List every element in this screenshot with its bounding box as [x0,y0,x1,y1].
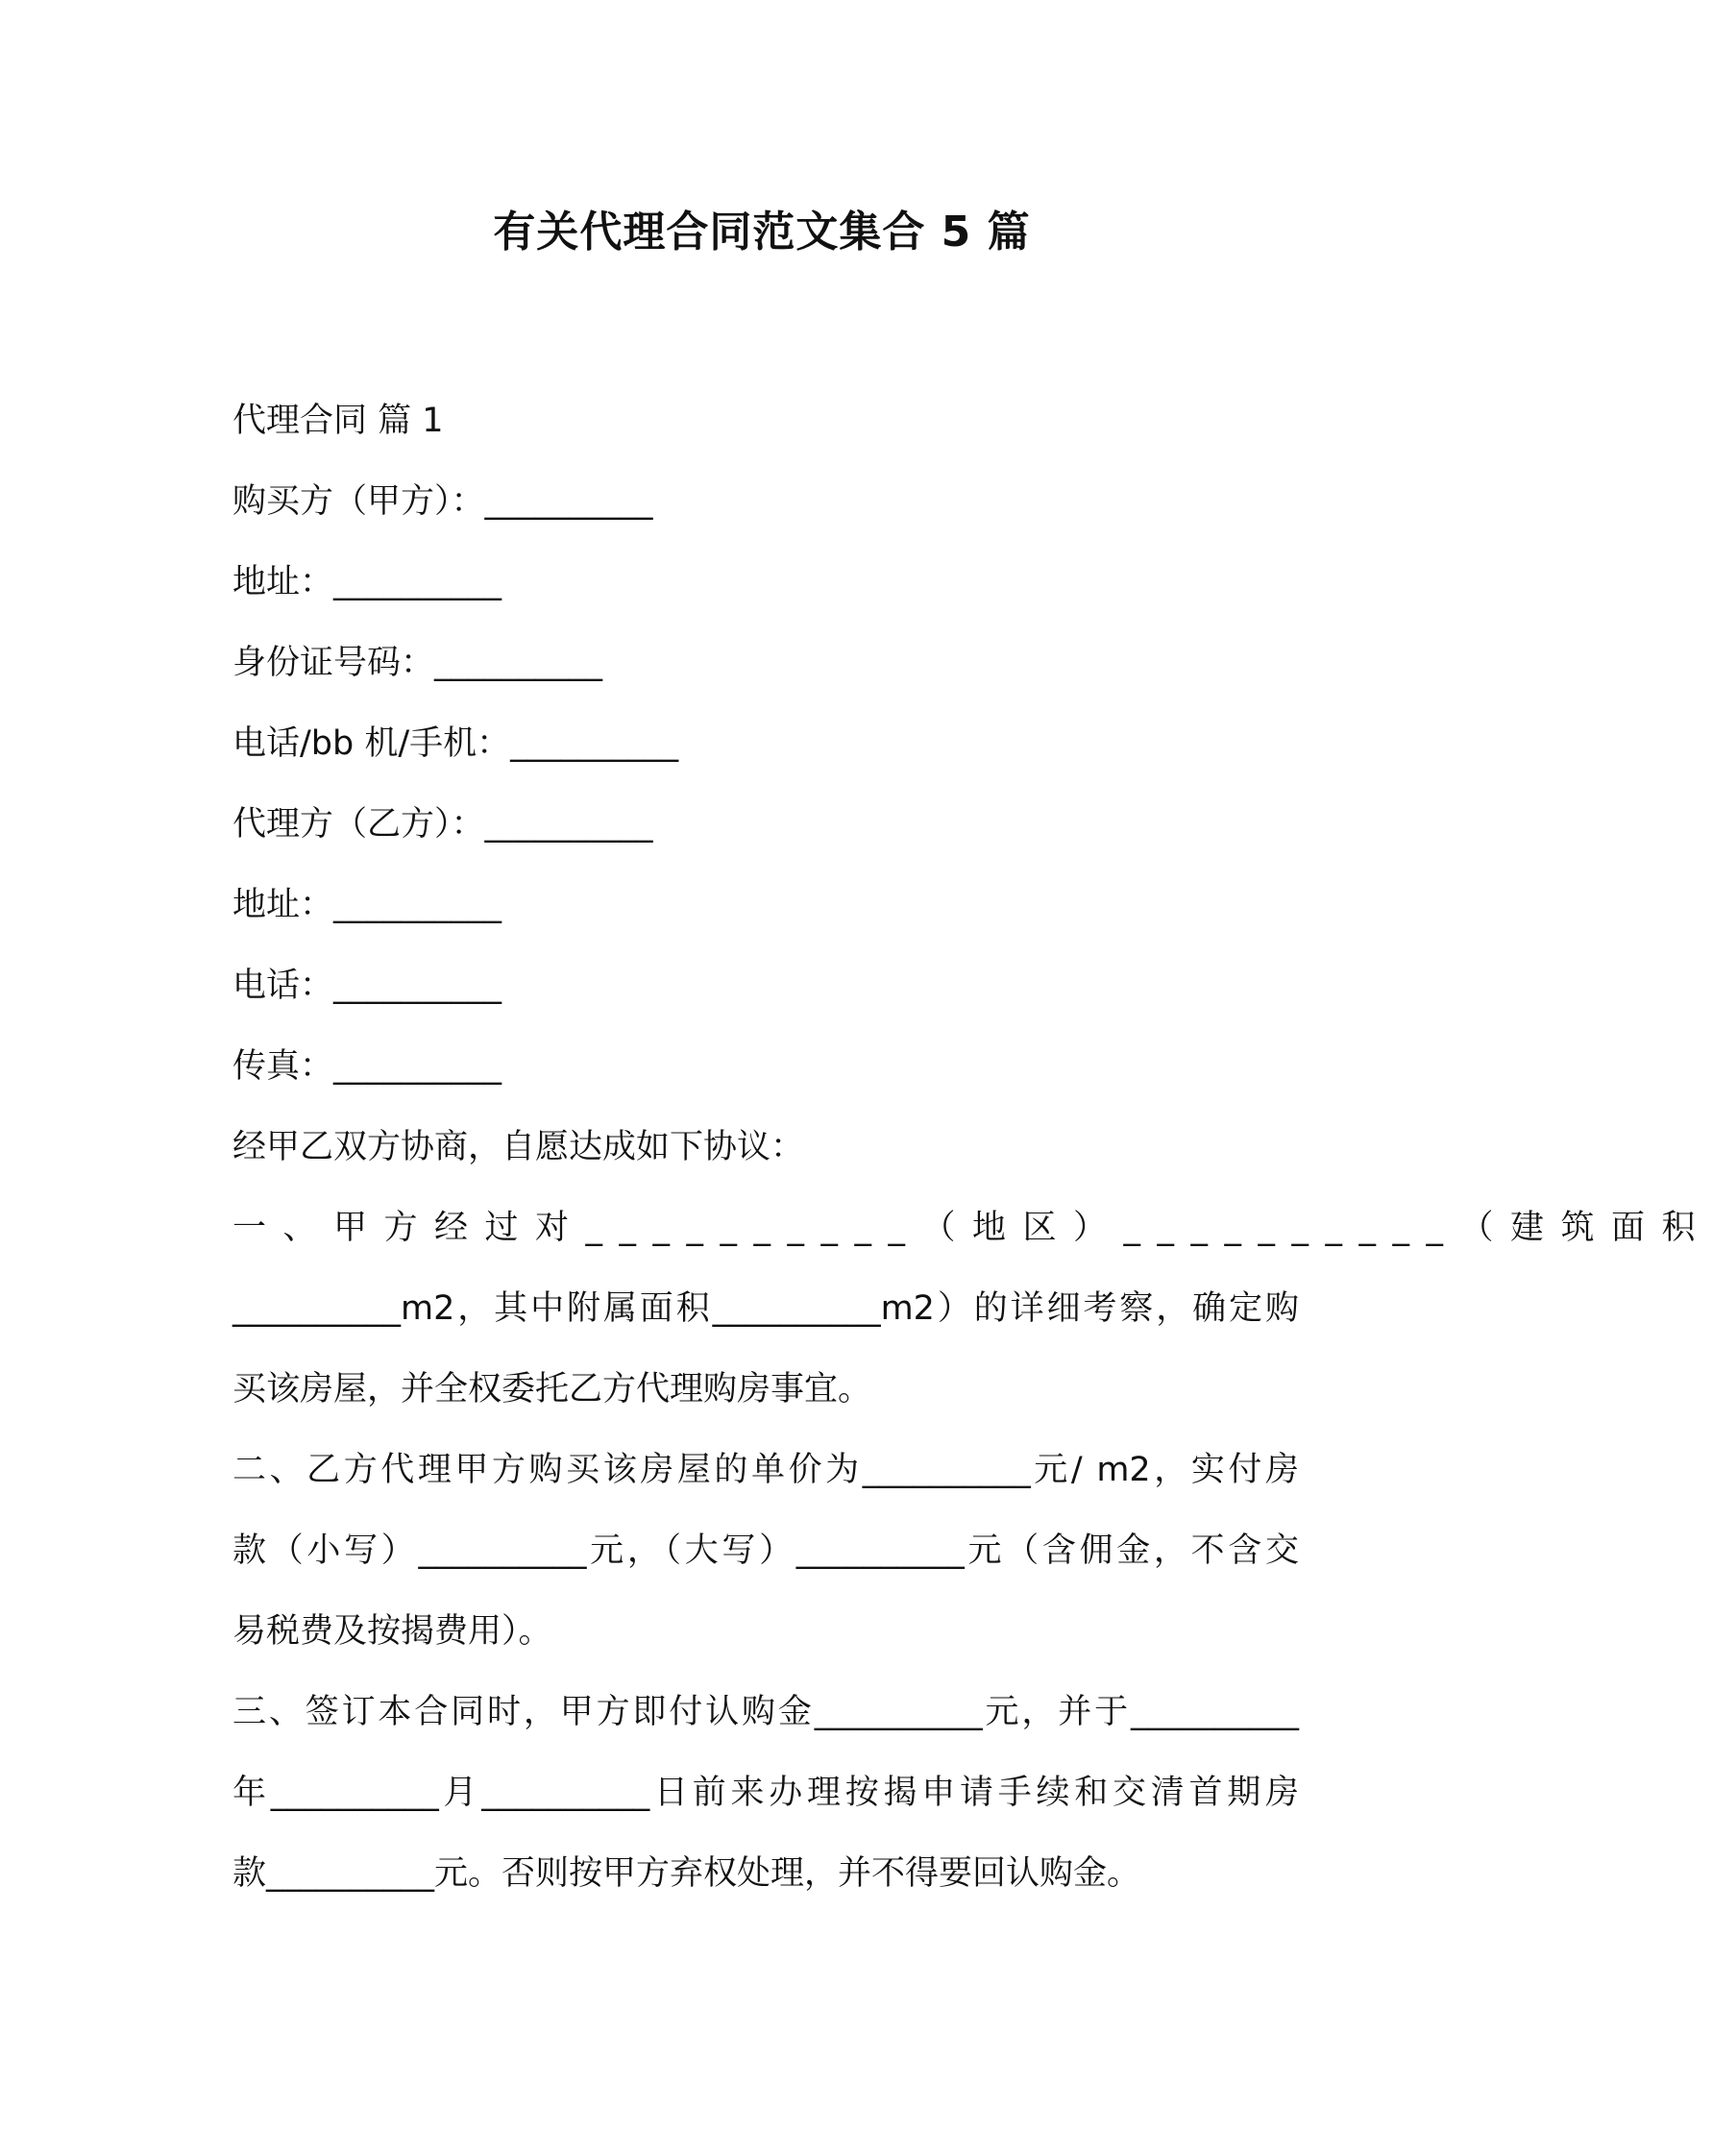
buyer-field: 购买方（甲方）：__________ [232,482,653,521]
section-heading: 代理合同 篇 1 [232,402,444,440]
clause-1-line-2: __________m2，其中附属面积__________m2）的详细考察，确定购 [232,1289,1299,1328]
agent-address-field: 地址：__________ [232,886,502,924]
phone-field: 电话/bb 机/手机：__________ [232,724,679,763]
clause-2-line-2: 款（小写）__________元，（大写）__________元（含佣金，不含交 [232,1531,1299,1570]
document-title: 有关代理合同范文集合 5 篇 [493,208,1031,257]
fax-field: 传真：__________ [232,1047,502,1086]
agent-phone-field: 电话：__________ [232,967,502,1005]
clause-1-line-3: 买该房屋，并全权委托乙方代理购房事宜。 [232,1370,872,1409]
clause-3-line-2: 年__________月__________日前来办理按揭申请手续和交清首期房 [232,1774,1299,1812]
clause-3-line-3: 款__________元。否则按甲方弃权处理，并不得要回认购金。 [232,1854,1141,1893]
clause-2-line-3: 易税费及按揭费用）。 [232,1612,552,1651]
clause-3-line-1: 三、签订本合同时，甲方即付认购金__________元，并于__________ [232,1693,1299,1731]
id-number-field: 身份证号码：__________ [232,644,603,682]
agreement-intro: 经甲乙双方协商，自愿达成如下协议： [232,1128,805,1166]
clause-1-line-1: 一、甲方经过对__________（地区）__________（建筑面积 [232,1209,1712,1247]
agent-field: 代理方（乙方）：__________ [232,805,653,844]
clause-2-line-1: 二、乙方代理甲方购买该房屋的单价为__________元/ m2，实付房 [232,1451,1299,1489]
buyer-address-field: 地址：__________ [232,563,502,601]
